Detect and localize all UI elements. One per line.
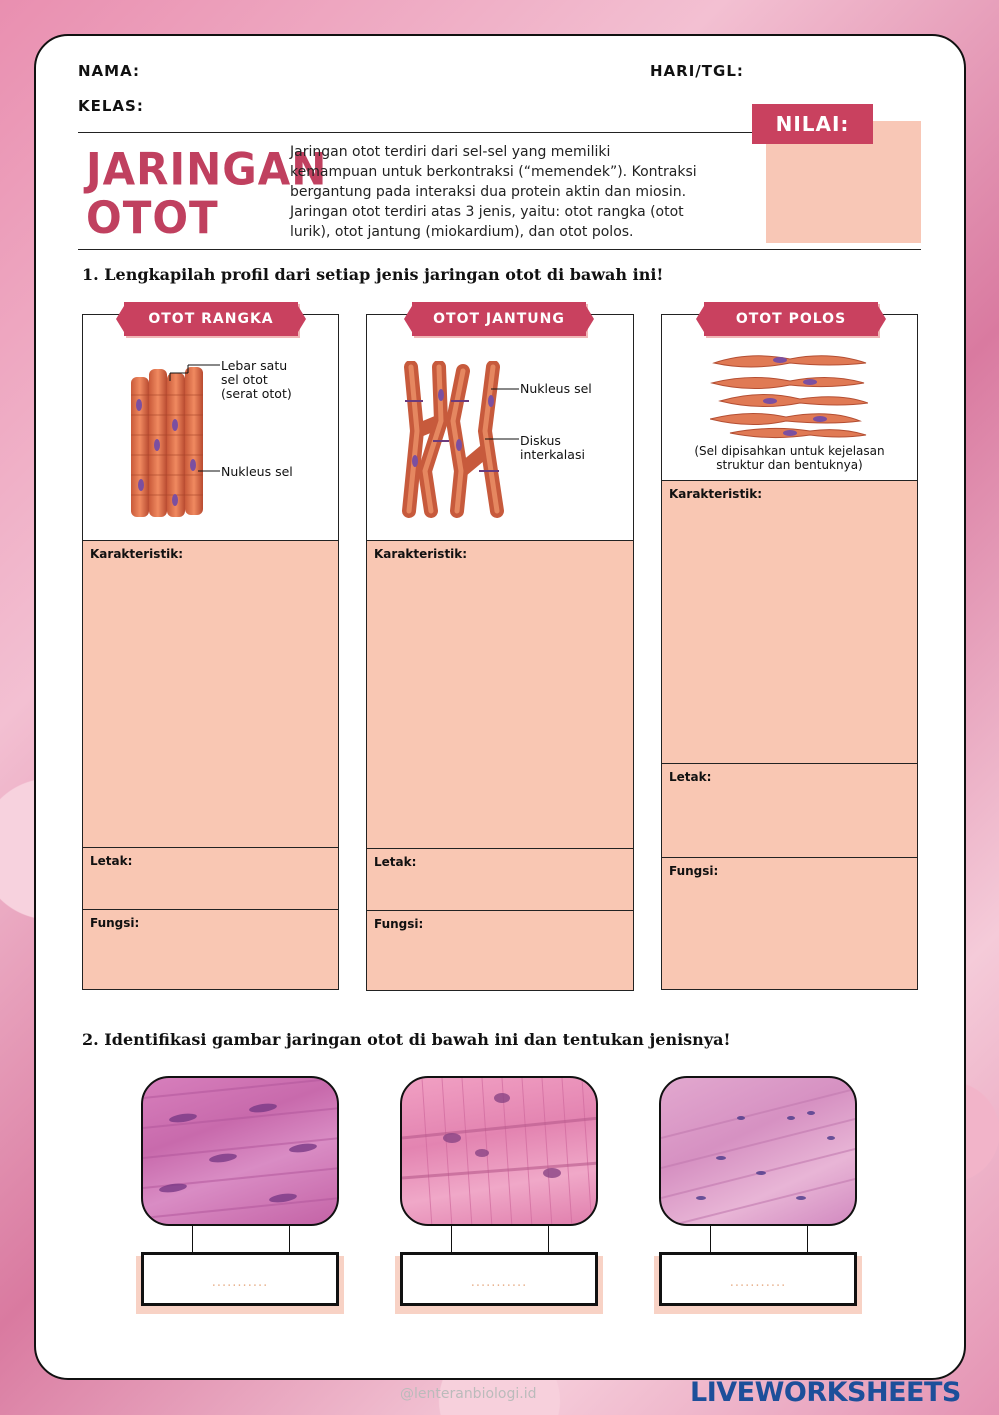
cardiac-annotation-lines xyxy=(485,383,525,443)
intro-line: Jaringan otot terdiri atas 3 jenis, yaitu: otot rangka (otot xyxy=(290,204,684,220)
answer-1-input[interactable] xyxy=(141,1252,339,1306)
question-2: 2. Identifikasi gambar jaringan otot di bawah ini dan tentukan jenisnya! xyxy=(82,1030,731,1049)
column-otot-rangka xyxy=(82,314,339,990)
karakteristik-field-jantung[interactable] xyxy=(367,540,633,849)
letak-label: Letak: xyxy=(90,854,133,868)
watermark: @lenteranbiologi.id xyxy=(400,1386,537,1402)
intro-paragraph xyxy=(290,142,760,242)
karakteristik-label: Karakteristik: xyxy=(374,547,468,561)
smooth-muscle-illustration xyxy=(710,349,868,439)
letak-label: Letak: xyxy=(374,855,417,869)
annotation-nucleus: Nukleus sel xyxy=(520,381,592,396)
answer-3-placeholder: ........... xyxy=(729,1275,787,1290)
header-rule-bottom xyxy=(78,249,921,250)
letak-field-polos[interactable] xyxy=(662,763,917,858)
micrograph-3 xyxy=(659,1076,857,1226)
answer-3-input[interactable] xyxy=(659,1252,857,1306)
nama-label: NAMA: xyxy=(78,62,140,80)
ribbon-otot-jantung: OTOT JANTUNG xyxy=(412,302,586,336)
micrograph-1-texture xyxy=(143,1078,339,1226)
karakteristik-field-polos[interactable] xyxy=(662,480,917,764)
fungsi-field-jantung[interactable] xyxy=(367,910,633,990)
ribbon-otot-rangka: OTOT RANGKA xyxy=(124,302,298,336)
fungsi-field-rangka[interactable] xyxy=(83,909,338,989)
intro-line: kemampuan untuk berkontraksi (“memendek”). Kontraksi xyxy=(290,164,697,180)
letak-label: Letak: xyxy=(669,770,712,784)
answer-2-placeholder: ........... xyxy=(470,1275,528,1290)
ribbon-otot-polos: OTOT POLOS xyxy=(704,302,878,336)
fungsi-label: Fungsi: xyxy=(90,916,140,930)
title-line-2: OTOT xyxy=(86,191,219,244)
smooth-muscle-caption: (Sel dipisahkan untuk kejelasan struktur dan bentuknya) xyxy=(694,444,885,472)
liveworksheets-logo[interactable]: LIVEWORKSHEETS xyxy=(690,1377,961,1408)
karakteristik-label: Karakteristik: xyxy=(90,547,184,561)
micrograph-2 xyxy=(400,1076,598,1226)
fungsi-label: Fungsi: xyxy=(669,864,719,878)
micrograph-3-texture xyxy=(661,1078,857,1226)
skeletal-annotation-lines xyxy=(168,359,228,479)
letak-field-jantung[interactable] xyxy=(367,848,633,911)
title-line-1: JARINGAN xyxy=(86,143,328,196)
header-rule-top xyxy=(78,132,768,133)
column-otot-jantung xyxy=(366,314,634,991)
answer-2-input[interactable] xyxy=(400,1252,598,1306)
intro-line: lurik), otot jantung (miokardium), dan otot polos. xyxy=(290,224,634,240)
nilai-label: NILAI: xyxy=(752,104,873,144)
intro-line: bergantung pada interaksi dua protein aktin dan miosin. xyxy=(290,184,687,200)
annotation-fiber-width: Lebar satu sel otot (serat otot) xyxy=(221,358,292,401)
fungsi-label: Fungsi: xyxy=(374,917,424,931)
letak-field-rangka[interactable] xyxy=(83,847,338,909)
karakteristik-field-rangka[interactable] xyxy=(83,540,338,848)
question-1: 1. Lengkapilah profil dari setiap jenis jaringan otot di bawah ini! xyxy=(82,265,664,284)
karakteristik-label: Karakteristik: xyxy=(669,487,763,501)
fungsi-field-polos[interactable] xyxy=(662,857,917,989)
answer-1-placeholder: ........... xyxy=(211,1275,269,1290)
hari-tgl-label: HARI/TGL: xyxy=(650,62,744,80)
annotation-nucleus: Nukleus sel xyxy=(221,464,293,479)
micrograph-2-texture xyxy=(402,1078,598,1226)
kelas-label: KELAS: xyxy=(78,97,144,115)
micrograph-1 xyxy=(141,1076,339,1226)
column-otot-polos xyxy=(661,314,918,990)
annotation-intercalated-disc: Diskus interkalasi xyxy=(520,433,585,462)
intro-line: Jaringan otot terdiri dari sel-sel yang memiliki xyxy=(290,144,611,160)
